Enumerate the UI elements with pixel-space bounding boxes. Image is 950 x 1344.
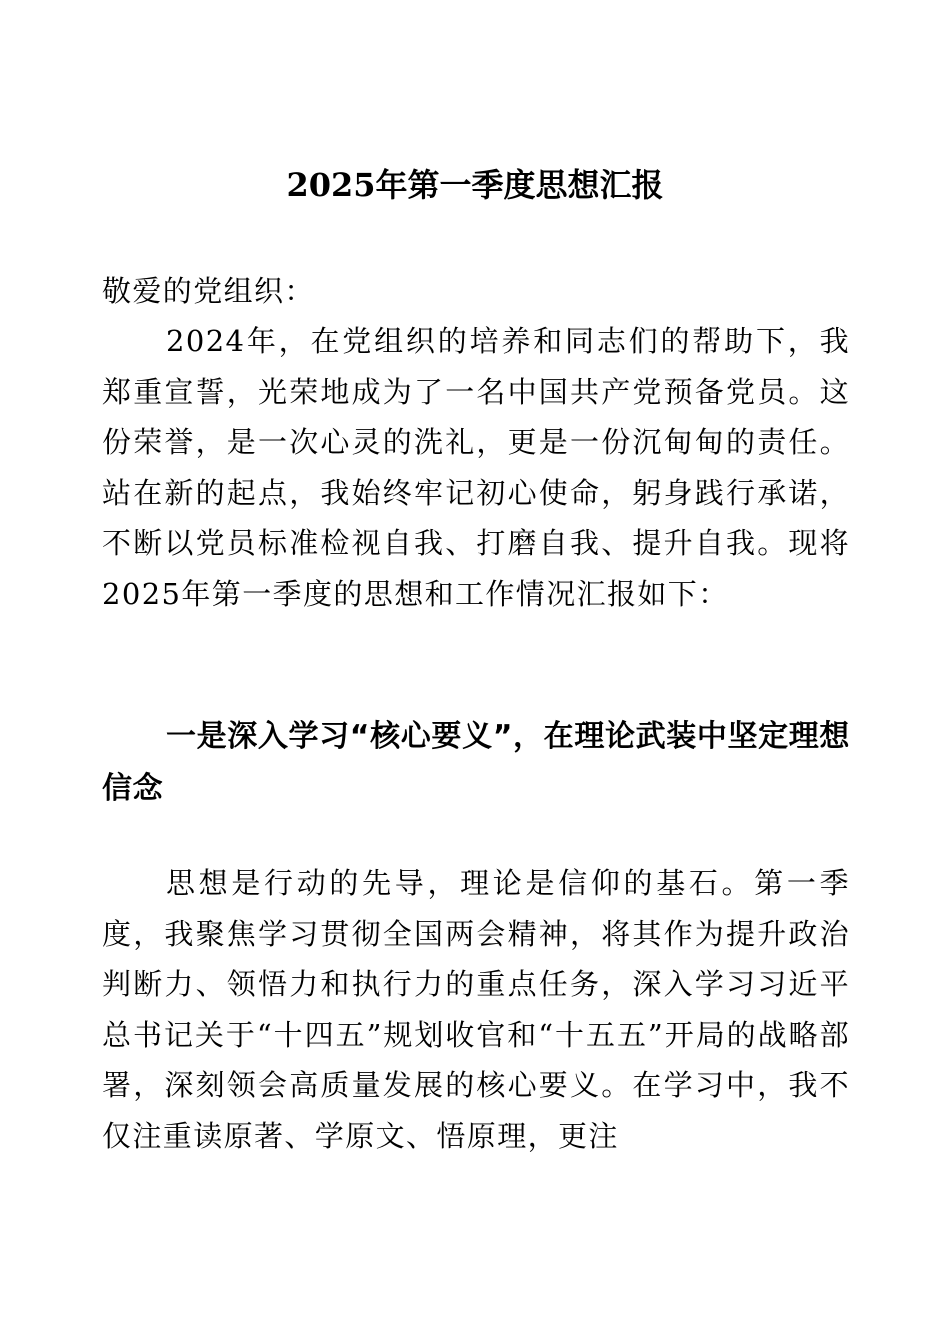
section-heading-1: 一是深入学习“核心要义”，在理论武装中坚定理想信念 bbox=[102, 719, 850, 806]
document-title: 2025年第一季度思想汇报 bbox=[286, 166, 664, 204]
salutation: 敬爱的党组织： bbox=[102, 274, 315, 308]
paragraph-section-1: 思想是行动的先导，理论是信仰的基石。第一季度，我聚焦学习贯彻全国两会精神，将其作为提升政治判断力、领悟力和执行力的重点任务，深入学习习近平总书记关于“十四五”规划收官和“十五五”开局的战略部署，深刻领会高质量发展的核心要义。在学习中，我不仅注重读原著、学原文、悟原理，更注 bbox=[102, 866, 850, 1153]
paragraph-intro: 2024年，在党组织的培养和同志们的帮助下，我郑重宣誓，光荣地成为了一名中国共产党预备党员。这份荣誉，是一次心灵的洗礼，更是一份沉甸甸的责任。站在新的起点，我始终牢记初心使命，躬身践行承诺，不断以党员标准检视自我、打磨自我、提升自我。现将2025年第一季度的思想和工作情况汇报如下： bbox=[102, 324, 850, 611]
